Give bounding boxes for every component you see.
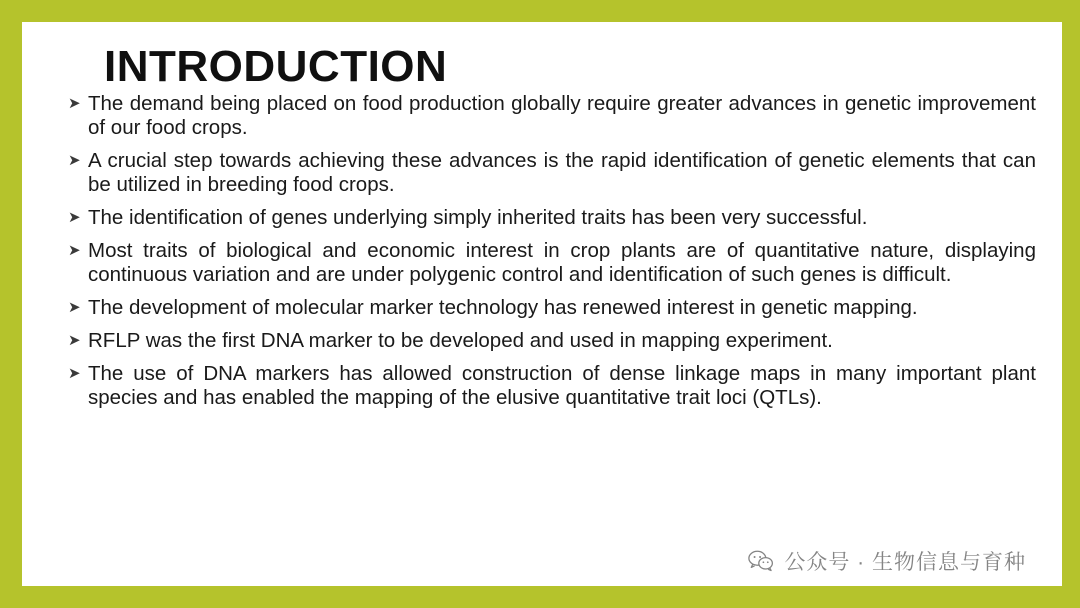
list-item [68,239,1036,287]
bullet-marker-icon: ➤ [68,242,81,260]
page-title: INTRODUCTION [104,42,448,91]
bullet-marker-icon: ➤ [68,299,81,317]
list-item [68,149,1036,197]
watermark [748,546,1026,576]
list-item [68,206,1036,230]
list-item [68,329,1036,353]
list-item-text: A crucial step towards achieving these advances is the rapid identification of genetic elements that can be utilized in breeding food crops. [88,149,1036,197]
bullet-marker-icon: ➤ [68,365,81,383]
list-item-text: RFLP was the first DNA marker to be developed and used in mapping experiment. [88,329,833,353]
bullet-marker-icon: ➤ [68,95,81,113]
list-item-text: The identification of genes underlying simply inherited traits has been very successful. [88,206,868,230]
list-item [68,362,1036,410]
watermark-text: 公众号 · 生物信息与育种 [784,551,1026,574]
list-item-text: The demand being placed on food production globally require greater advances in genetic improvement of our food crops. [88,92,1036,140]
list-item-text: The development of molecular marker technology has renewed interest in genetic mapping. [88,296,918,320]
bullet-list [68,92,1036,410]
list-item-text: The use of DNA markers has allowed construction of dense linkage maps in many important plant species and has enabled the mapping of the elusive quantitative trait loci (QTLs). [88,362,1036,410]
wechat-icon [748,550,774,572]
bullet-marker-icon: ➤ [68,152,81,170]
bullet-marker-icon: ➤ [68,209,81,227]
slide-content-area [22,22,1062,586]
list-item [68,92,1036,140]
list-item [68,296,1036,320]
list-item-text: Most traits of biological and economic interest in crop plants are of quantitative nature, displaying continuous variation and are under polygenic control and identification of such genes is difficult. [88,239,1036,287]
bullet-marker-icon: ➤ [68,332,81,350]
